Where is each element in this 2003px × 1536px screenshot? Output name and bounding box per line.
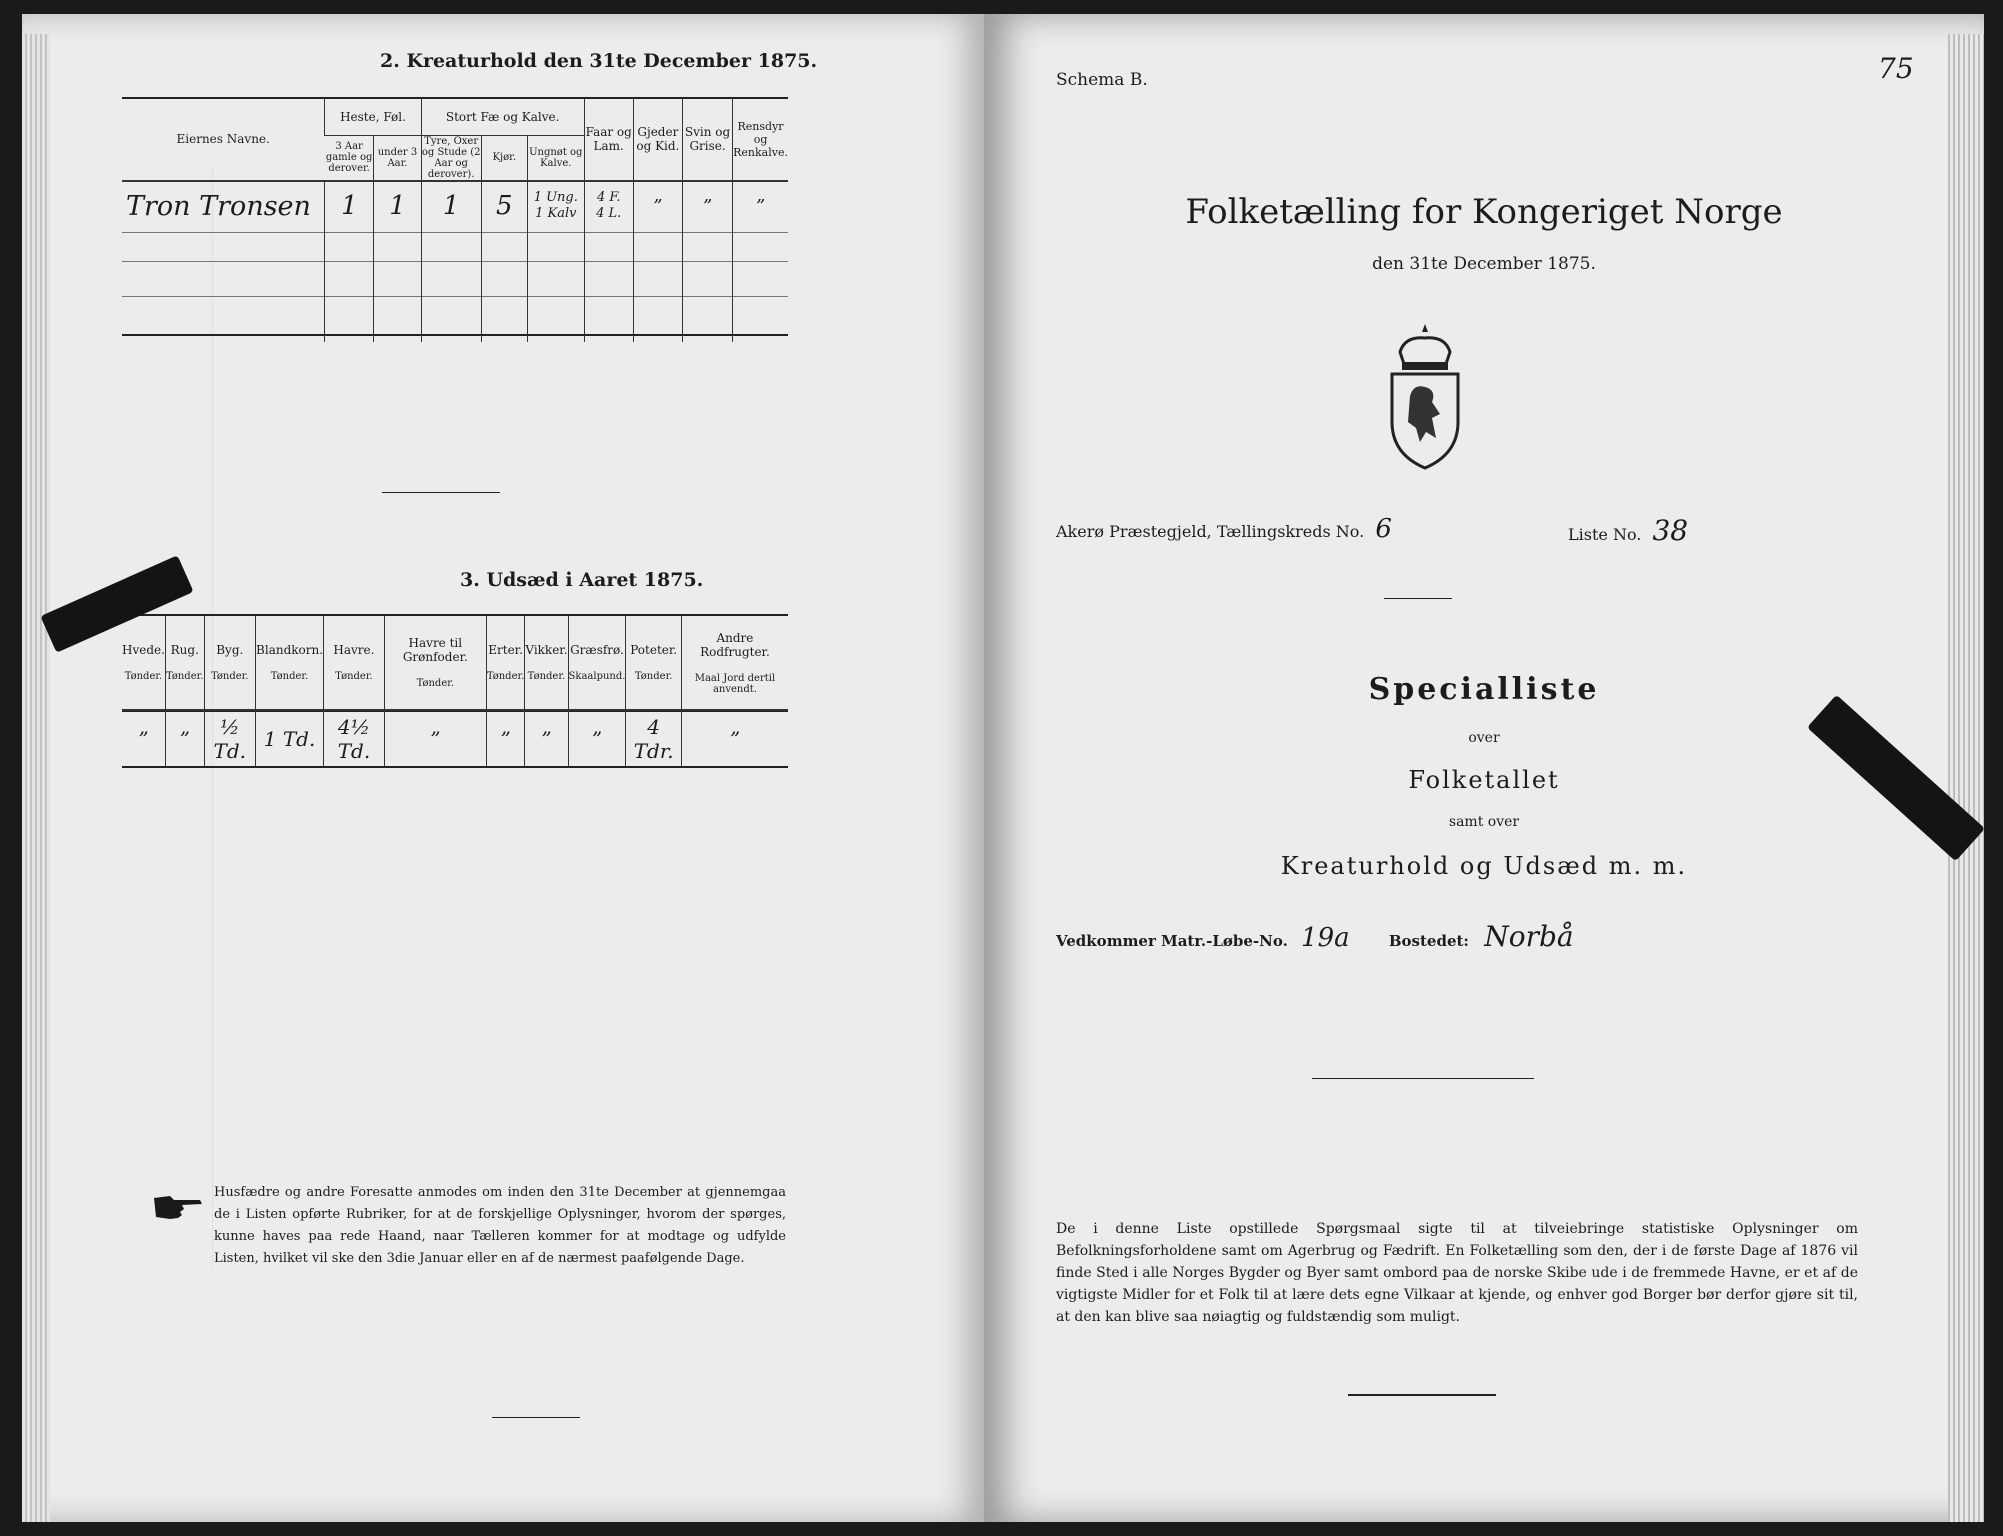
pointing-hand-icon: [152, 1192, 204, 1222]
reindeer-value: ”: [733, 181, 788, 231]
sowing-value: ”: [525, 710, 568, 766]
sowing-header-unit: Tønder.: [486, 671, 525, 682]
goats-header: Gjeder og Kid.: [633, 99, 682, 181]
cattle-young-value: [527, 181, 584, 231]
sheep-header: Faar og Lam.: [584, 99, 633, 181]
sowing-header: [204, 616, 256, 710]
sowing-header-name: Rug.: [170, 643, 199, 657]
notice-text: Husfædre og andre Foresatte anmodes om inden den 31te December at gjennemgaa de i Listen opførte Rubriker, for at de forskjellige Oplysninger, hvorom der spørges, kunne haves paa rede Haand, naar Tælleren kommer for at modtage og udfylde Listen, hvilket vil ske den 3die Januar eller en af de nærmest paafølgende Dage.: [214, 1185, 786, 1266]
divider: [1348, 1394, 1496, 1396]
sowing-header-name: Vikker.: [525, 643, 568, 657]
sowing-header-name: Byg.: [216, 643, 244, 657]
sowing-header-unit: Tønder.: [270, 671, 309, 682]
sowing-value: ”: [486, 710, 525, 766]
parish-label: Akerø Præstegjeld, Tællingskreds No.: [1056, 522, 1365, 541]
bosted-label: Bostedet:: [1388, 932, 1469, 950]
kreaturhold-title: Kreaturhold og Udsæd m. m.: [1280, 852, 1688, 880]
sowing-header: [256, 616, 324, 710]
sowing-header: [122, 616, 165, 710]
sowing-header-name: Andre Rodfrugter.: [700, 630, 770, 659]
sowing-header: [681, 616, 788, 710]
matr-label: Vedkommer Matr.-Løbe-No.: [1056, 932, 1288, 950]
parish-line: [1056, 514, 1392, 544]
sowing-value: ”: [568, 710, 626, 766]
list-label: Liste No.: [1568, 525, 1642, 544]
sheep-line-1: 4 F.: [596, 190, 621, 205]
sowing-header-unit: Tønder.: [124, 671, 163, 682]
sowing-header: [626, 616, 681, 710]
sowing-header-name: Poteter.: [630, 643, 678, 657]
sowing-value: 1 Td.: [256, 710, 324, 766]
divider: [1384, 598, 1452, 599]
cattle-cows-header: Kjør.: [481, 135, 527, 181]
page-number: 75: [1878, 52, 1914, 85]
cattle-header: Stort Fæ og Kalve.: [421, 99, 584, 135]
sowing-header-unit: Tønder.: [527, 671, 566, 682]
sowing-header-unit: Maal Jord dertil anvendt.: [694, 672, 776, 695]
main-title: Folketælling for Kongeriget Norge: [1185, 192, 1783, 232]
folketallet-text: Folketallet: [1408, 766, 1560, 794]
horses-young-header: under 3 Aar.: [374, 135, 421, 181]
owner-name: Tron Tronsen: [126, 190, 311, 222]
sowing-header-unit: Tønder.: [416, 678, 455, 689]
over-text: over: [1468, 730, 1500, 746]
sowing-header: [486, 616, 525, 710]
divider: [492, 1417, 580, 1418]
sowing-value: ”: [681, 710, 788, 766]
sowing-value: 4 Tdr.: [626, 710, 681, 766]
reindeer-header: Rensdyr og Renkalve.: [733, 99, 788, 181]
district-number: 6: [1375, 514, 1392, 544]
sowing-value: ”: [384, 710, 486, 766]
sowing-header-name: Blandkorn.: [256, 643, 324, 657]
sowing-header-name: Hvede.: [122, 643, 165, 657]
sowing-value: ”: [138, 726, 149, 751]
sowing-header-name: Græsfrø.: [570, 643, 624, 657]
sheep-value: [584, 181, 633, 231]
owner-header: Eiernes Navne.: [122, 99, 325, 181]
cattle-young-header: Ungnøt og Kalve.: [527, 135, 584, 181]
right-page: [984, 14, 1984, 1522]
cattle-bulls-header: Tyre, Oxer og Stude (2 Aar og derover).: [421, 135, 481, 180]
samt-over-text: samt over: [1448, 814, 1520, 830]
pigs-value: ”: [683, 181, 733, 231]
sowing-header-name: Havre.: [333, 643, 375, 657]
coat-of-arms-icon: [1380, 322, 1470, 470]
bosted-value: Norbå: [1484, 920, 1574, 953]
sowing-header-name: Erter.: [488, 643, 523, 657]
census-date: den 31te December 1875.: [1372, 254, 1596, 274]
list-line: [1568, 514, 1688, 547]
sowing-header: [324, 616, 385, 710]
livestock-table: [122, 99, 788, 342]
matr-line: [1056, 920, 1574, 953]
footer-text: De i denne Liste opstillede Spørgsmaal sigte til at tilveiebringe statistiske Oplysninger om Befolkningsforholdene samt om Agerbrug og Fædrift. En Folketælling som den, der i de første Dage af 1876 vil finde Sted i alle Norges Bygder og Byer samt ombord paa de norske Skibe ude i de fremmede Havne, er et af de vigtigste Midler for et Folk til at lære dets egne Vilkaar at kjende, og enhver god Borger bør derfor gjøre sit til, at den kan blive saa nøiagtig og fuldstændig som muligt.: [1056, 1221, 1858, 1325]
cattle-cows-value: 5: [481, 181, 527, 231]
horses-header: Heste, Føl.: [325, 99, 421, 135]
table-row: [122, 231, 788, 342]
list-number: 38: [1652, 514, 1689, 547]
cattle-young-line-2: 1 Kalv: [535, 206, 577, 221]
specialliste-title: Specialliste: [1368, 672, 1600, 707]
schema-label: Schema B.: [1056, 70, 1148, 90]
cattle-bulls-value: 1: [421, 181, 481, 231]
section2-title: 2. Kreaturhold den 31te December 1875.: [380, 50, 818, 72]
table3-bottom-rule: [122, 766, 788, 768]
sowing-table: [122, 616, 788, 766]
horses-young-value: 1: [374, 181, 421, 231]
divider: [1312, 1078, 1534, 1079]
table-row: [122, 710, 788, 766]
sowing-header-unit: Tønder.: [335, 671, 373, 682]
sheep-line-2: 4 L.: [596, 206, 622, 221]
horses-old-value: 1: [325, 181, 374, 231]
sowing-value: 4½ Td.: [324, 710, 385, 766]
sowing-header-unit: Tønder.: [634, 671, 673, 682]
sowing-header: [165, 616, 204, 710]
divider: [382, 492, 500, 493]
goats-value: ”: [633, 181, 682, 231]
sowing-header: [525, 616, 568, 710]
matr-number: 19a: [1301, 923, 1350, 953]
sowing-header-unit: Tønder.: [210, 671, 249, 682]
sowing-value: ½ Td.: [204, 710, 256, 766]
section3-title: 3. Udsæd i Aaret 1875.: [460, 569, 704, 591]
pigs-header: Svin og Grise.: [683, 99, 733, 181]
sowing-header-unit: Tønder.: [165, 671, 204, 682]
left-page: [22, 14, 984, 1522]
cattle-young-line-1: 1 Ung.: [533, 190, 578, 205]
sowing-value: ”: [165, 710, 204, 766]
sowing-header: [568, 616, 626, 710]
page-edges-left: [22, 34, 50, 1522]
horses-old-header: 3 Aar gamle og derover.: [325, 135, 374, 181]
sowing-header-unit: Skaalpund.: [568, 671, 626, 682]
sowing-header: [384, 616, 486, 710]
table-row: [122, 181, 788, 231]
sowing-header-name: Havre til Grønfoder.: [402, 636, 468, 664]
